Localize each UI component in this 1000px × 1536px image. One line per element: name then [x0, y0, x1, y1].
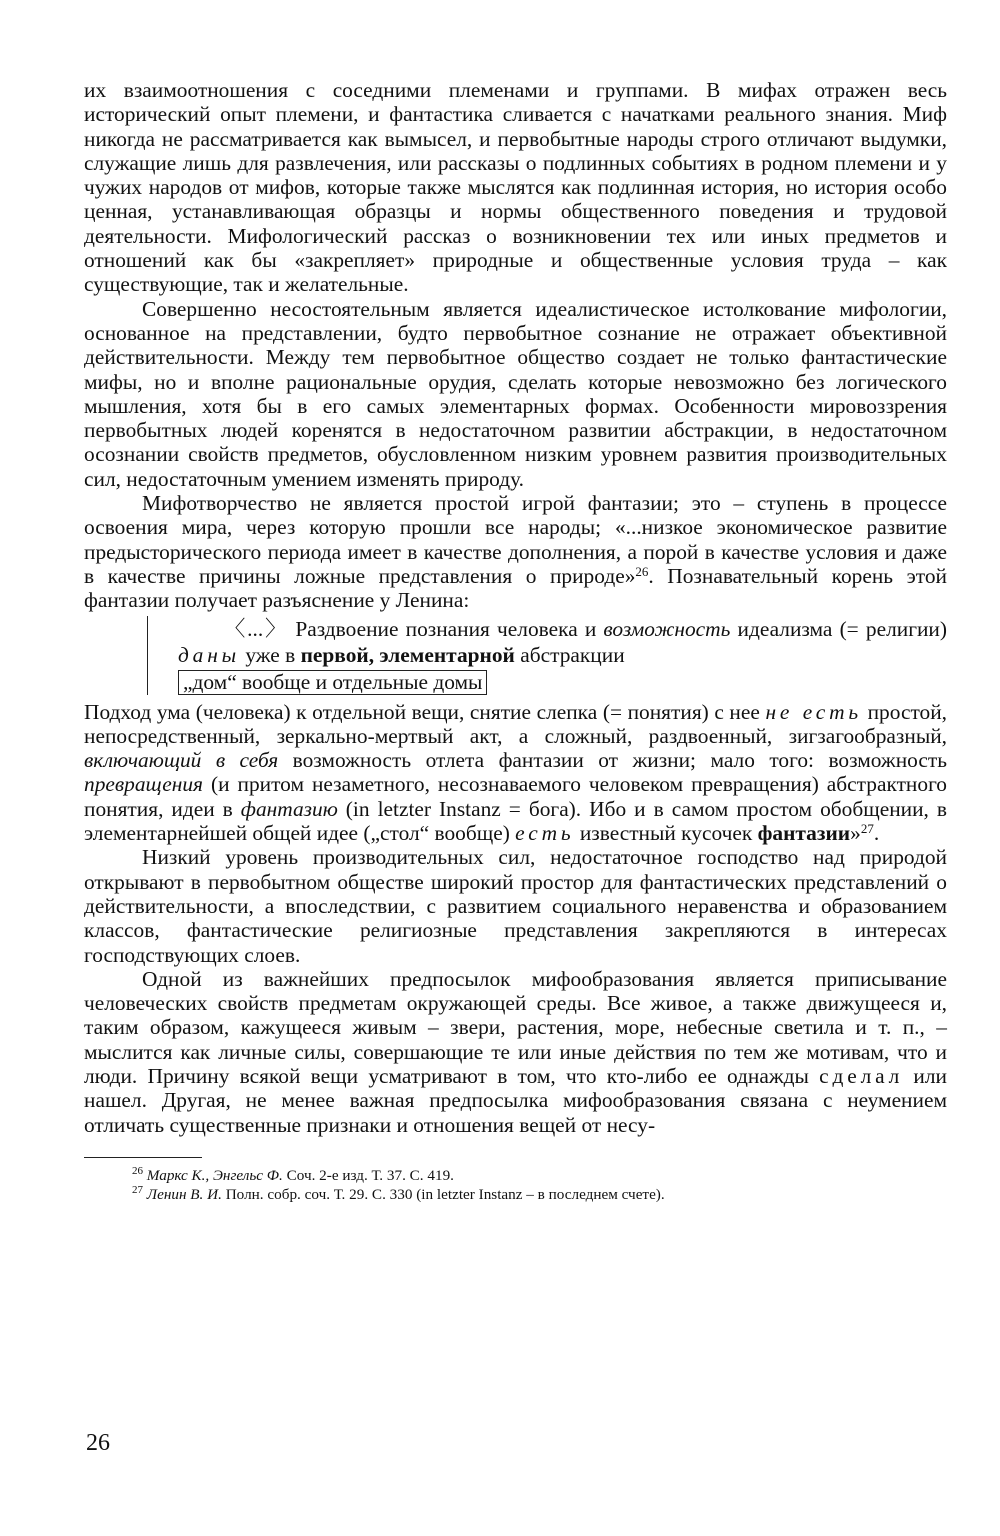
quote-part-d: абстракции [514, 642, 625, 667]
quote-part-b: идеализма (= религии) [730, 616, 947, 641]
page-number: 26 [86, 1430, 110, 1456]
footnote-27-text: Полн. собр. соч. Т. 29. С. 330 (in letzter Instanz – в последнем счете). [221, 1185, 665, 1203]
p4-part-5: (in letzter Instanz = бога). Ибо и в самом простом обобщении, в элементарнейшей общей идее („стол“ вообще) [84, 796, 947, 846]
quote-italic-possibility: возможность [603, 616, 731, 641]
p4-period: . [873, 821, 880, 846]
paragraph-3-tail: . Познавательный корень этой фантазии получает разъяснение у Ленина: [84, 563, 947, 613]
quote-bold-first-elementary: первой, элементарной [300, 642, 515, 667]
footnote-ref-26[interactable]: 26 [635, 563, 649, 579]
footnote-26-text: Соч. 2-е изд. Т. 37. С. 419. [282, 1166, 454, 1184]
p4-part-3: возможность отлета фантазии от жизни; мало того: возможность [278, 748, 947, 773]
footnote-27-author: Ленин В. И. [146, 1185, 222, 1203]
p4-spaced-is: есть [515, 821, 575, 846]
lenin-quote [147, 616, 947, 695]
p4-bold-fantasy: фантазии [757, 821, 851, 846]
quote-spaced-given: даны [178, 642, 241, 667]
footnote-27-number: 27 [132, 1183, 143, 1196]
footnote-ref-27[interactable]: 27 [860, 820, 874, 836]
paragraph-3-text: Мифотворчество не является простой игрой фантазии; это – ступень в процессе освоения мира, через которую прошли все народы; «...низкое экономическое развитие предысторического периода имеет в качестве дополнения, а порой в качестве условия и даже в качестве причины ложные представления о природе» [84, 491, 947, 588]
p4-part-6: известный кусочек [574, 821, 758, 846]
quote-text [178, 616, 947, 668]
p4-italic-transformation: превращения [84, 772, 203, 797]
footnote-27 [84, 1185, 947, 1204]
p4-part-1: Подход ума (человека) к отдельной вещи, снятие слепка (= понятия) с нее [84, 699, 766, 724]
quote-boxed-phrase: „дом“ вообще и отдельные домы [178, 670, 487, 695]
footnote-26-number: 26 [132, 1164, 143, 1177]
footnote-divider [84, 1157, 202, 1158]
paragraph-4 [84, 700, 947, 846]
footnote-26 [84, 1166, 947, 1185]
p4-spaced-is-not: не есть [765, 699, 862, 724]
p6-part-1: Одной из важнейших предпосылок мифообразования является приписывание человеческих свойств предметам окружающей среды. Все живое, а также движущееся и, таким образом, кажущееся живым – звери, растения, море, небесные светила и т. п., – мыслится как личные силы, совершающие те или иные действия по тем же мотивам, что и люди. Причину всякой вещи усматривают в том, что кто-либо ее однажды [84, 966, 947, 1088]
p4-italic-fantasy: фантазию [240, 796, 338, 821]
paragraph-6 [84, 967, 947, 1137]
p6-spaced-made: сделал [819, 1063, 904, 1088]
p4-italic-including: включающий в себя [84, 748, 279, 773]
paragraph-1: их взаимоотношения с соседними племенами и группами. В мифах отражен весь исторический опыт племени, и фантастика сливается с начатками реального знания. Миф никогда не рассматривается как вымысел, и первобытные народы строго отличают выдумки, служащие лишь для развлечения, или рассказы о подлинных событиях в родном племени и у чужих народов от мифов, которые также мыслятся как подлинная история, но история особо ценная, устанавливающая образцы и нормы общественного поведения и трудовой деятельности. Мифологический рассказ о возникновении тех или иных предметов и отношений как бы «закрепляет» природные и общественные условия труда – как существующие, так и желательные. [84, 78, 947, 297]
p4-part-4: (и притом незаметного, несознаваемого человеком превращения) абстрактного понятия, идеи в [84, 772, 947, 821]
page-body [84, 78, 947, 1204]
p6-part-2: или нашел. Другая, не менее важная предпосылка мифообразования связана с неумением отличать существенные признаки и отношения вещей от несу- [84, 1063, 948, 1137]
p4-part-2: простой, непосредственный, зеркально-мертвый акт, а сложный, раздвоенный, зигзагообразный, [84, 699, 947, 748]
quote-part-c: уже в [240, 642, 301, 667]
quote-part-a: 〈...〉 Раздвоение познания человека и [224, 616, 604, 641]
paragraph-3 [84, 491, 947, 612]
paragraph-5: Низкий уровень производительных сил, недостаточное господство над природой открывают в первобытном обществе широкий простор для фантастических представлений о действительности, а впоследствии, с развитием социального неравенства и образованием классов, фантастические религиозные представления закрепляются в интересах господствующих слоев. [84, 845, 947, 967]
footnote-26-author: Маркс К., Энгельс Ф. [146, 1166, 283, 1184]
paragraph-2: Совершенно несостоятельным является идеалистическое истолкование мифологии, основанное на представлении, будто первобытное сознание не отражает объективной действительности. Между тем первобытное общество создает не только фантастические мифы, но и вполне рациональные орудия, сделать которые невозможно без логического мышления, хотя бы в его самых элементарных формах. Особенности мировоззрения первобытных людей коренятся в недостаточном развитии абстракции, в недостаточном осознании свойств предметов, обусловленном низким уровнем развития производительных сил, недостаточным умением изменять природу. [84, 296, 947, 491]
p4-closing-quote: » [850, 821, 861, 846]
